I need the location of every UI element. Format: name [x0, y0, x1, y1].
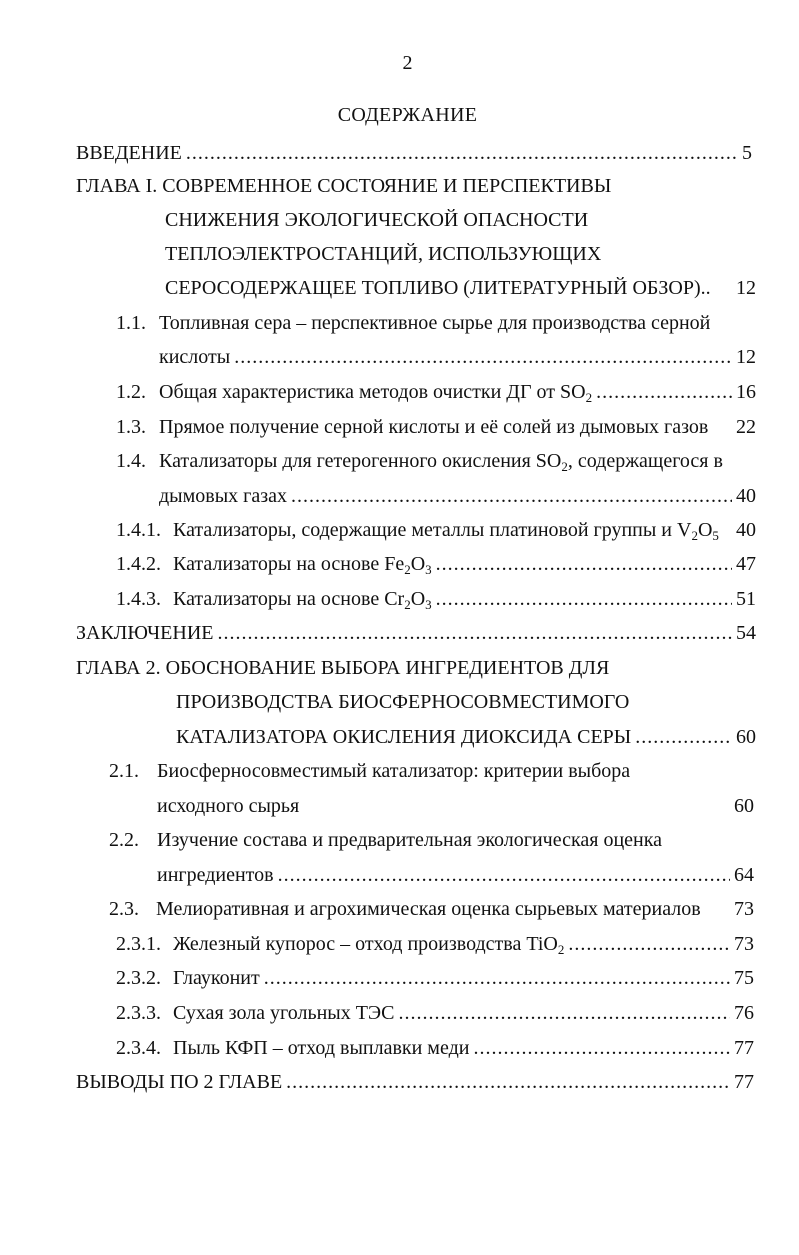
toc-entry-text: Пыль КФП – отход выплавки меди	[173, 1037, 470, 1059]
toc-chapter1-line2	[165, 207, 588, 233]
dot-leader	[291, 483, 732, 509]
toc-entry-findings-2[interactable]	[76, 1069, 754, 1095]
toc-entry-2-2-cont	[157, 862, 754, 888]
toc-entry-text: Мелиоративная и агрохимическая оценка сырьевых материалов	[156, 898, 701, 920]
toc-page-number: 77	[734, 1071, 754, 1093]
toc-entry-text: Глауконит	[173, 967, 260, 989]
toc-page-number: 76	[734, 1002, 754, 1024]
toc-entry-1-3[interactable]	[116, 414, 756, 440]
dot-leader	[436, 586, 732, 612]
toc-chapter1-line3	[165, 241, 601, 267]
toc-entry-text: Изучение состава и предварительная экологическая оценка	[157, 829, 663, 851]
toc-section-number: 1.4.2.	[116, 553, 161, 575]
toc-entry-1-1[interactable]	[116, 310, 710, 336]
toc-section-number: 2.2.	[109, 829, 139, 851]
toc-entry-text: СНИЖЕНИЯ ЭКОЛОГИЧЕСКОЙ ОПАСНОСТИ	[165, 209, 589, 231]
toc-entry-1-4-cont	[159, 483, 756, 509]
toc-entry-text: СЕРОСОДЕРЖАЩЕЕ ТОПЛИВО (ЛИТЕРАТУРНЫЙ ОБЗОР)..	[165, 277, 711, 299]
toc-entry-1-4-2[interactable]	[116, 551, 756, 577]
toc-section-number: 1.1.	[116, 312, 146, 334]
dot-leader	[264, 965, 730, 991]
dot-leader	[568, 931, 730, 957]
toc-entry-1-1-cont	[159, 344, 756, 370]
toc-entry-text: Прямое получение серной кислоты и её солей из дымовых газов	[159, 416, 709, 438]
toc-page-number: 51	[736, 588, 756, 610]
toc-chapter1-line1[interactable]	[76, 173, 611, 199]
toc-entry-text: ВВЕДЕНИЕ	[76, 142, 182, 164]
toc-chapter1-line4	[165, 275, 756, 301]
toc-entry-text: ГЛАВА I. СОВРЕМЕННОЕ СОСТОЯНИЕ И ПЕРСПЕКТИВЫ	[76, 175, 612, 197]
toc-section-number: 2.3.4.	[116, 1037, 161, 1059]
toc-section-number: 2.3.1.	[116, 933, 161, 955]
dot-leader	[596, 379, 732, 405]
toc-entry-text: ВЫВОДЫ ПО 2 ГЛАВЕ	[76, 1071, 283, 1093]
toc-entry-2-3-2[interactable]	[116, 965, 754, 991]
toc-entry-text: Катализаторы на основе $Cr_2O_3$	[173, 588, 432, 612]
toc-entry-2-3[interactable]	[109, 896, 754, 922]
toc-page-number: 40	[736, 519, 756, 541]
toc-entry-text: Железный купорос – отход производства TiO$_2$	[173, 933, 565, 957]
toc-entry-1-2[interactable]	[116, 379, 756, 405]
toc-entry-intro[interactable]	[76, 140, 752, 166]
toc-page-number: 22	[736, 416, 756, 438]
toc-page-number: 60	[736, 726, 756, 748]
toc-entry-text: Сухая зола угольных ТЭС	[173, 1002, 395, 1024]
toc-page-number: 40	[736, 485, 756, 507]
dot-leader	[436, 551, 732, 577]
toc-entry-text: Катализаторы для гетерогенного окисления $SO_2$, содержащегося в	[159, 450, 723, 474]
dot-leader	[278, 862, 730, 888]
toc-section-number: 1.4.	[116, 450, 146, 472]
toc-section-number: 1.4.3.	[116, 588, 161, 610]
toc-section-number: 2.3.3.	[116, 1002, 161, 1024]
toc-chapter2-line2	[176, 689, 629, 715]
toc-page-number: 60	[734, 795, 754, 817]
toc-section-number: 2.3.2.	[116, 967, 161, 989]
toc-entry-text: ингредиентов	[157, 864, 274, 886]
toc-page-number: 77	[734, 1037, 754, 1059]
toc-page-number: 12	[736, 277, 756, 299]
toc-section-number: 2.3.	[109, 898, 139, 920]
toc-entry-2-1[interactable]	[109, 758, 630, 784]
toc-page-number: 75	[734, 967, 754, 989]
toc-page-number: 12	[736, 346, 756, 368]
page-number: 2	[402, 52, 413, 74]
toc-section-number: 1.4.1.	[116, 519, 161, 541]
toc-entry-text: КАТАЛИЗАТОРА ОКИСЛЕНИЯ ДИОКСИДА СЕРЫ	[176, 726, 632, 748]
dot-leader	[398, 1000, 730, 1026]
toc-section-number: 2.1.	[109, 760, 139, 782]
toc-entry-conclusion[interactable]	[76, 620, 756, 646]
toc-entry-text: ПРОИЗВОДСТВА БИОСФЕРНОСОВМЕСТИМОГО	[176, 691, 630, 713]
dot-leader	[473, 1035, 730, 1061]
dot-leader	[286, 1069, 730, 1095]
toc-page-number: 64	[734, 864, 754, 886]
toc-entry-1-4-3[interactable]	[116, 586, 756, 612]
toc-page-number: 54	[736, 622, 756, 644]
toc-entry-text: Общая характеристика методов очистки ДГ от $SO_2$	[159, 381, 593, 405]
toc-page-number: 73	[734, 933, 754, 955]
toc-entry-text: Катализаторы, содержащие металлы платиновой группы и $V_2O_5$	[173, 519, 719, 543]
toc-entry-2-3-4[interactable]	[116, 1035, 754, 1061]
dot-leader	[217, 620, 732, 646]
toc-page-number: 73	[734, 898, 754, 920]
toc-entry-text: кислоты	[159, 346, 231, 368]
toc-chapter2-line1[interactable]	[76, 655, 609, 681]
toc-entry-text: дымовых газах	[159, 485, 288, 507]
toc-entry-2-3-1[interactable]	[116, 931, 754, 957]
toc-entry-text: ТЕПЛОЭЛЕКТРОСТАНЦИЙ, ИСПОЛЬЗУЮЩИХ	[165, 243, 602, 265]
toc-entry-1-4[interactable]	[116, 448, 723, 474]
toc-entry-2-3-3[interactable]	[116, 1000, 754, 1026]
toc-entry-text: ГЛАВА 2. ОБОСНОВАНИЕ ВЫБОРА ИНГРЕДИЕНТОВ ДЛЯ	[76, 657, 610, 679]
toc-chapter2-line3	[176, 724, 756, 750]
dot-leader	[234, 344, 732, 370]
toc-entry-text: Катализаторы на основе $Fe_2O_3$	[173, 553, 432, 577]
toc-page-number: 16	[736, 381, 756, 403]
toc-entry-text: ЗАКЛЮЧЕНИЕ	[76, 622, 214, 644]
toc-page-number: 47	[736, 553, 756, 575]
toc-title: СОДЕРЖАНИЕ	[337, 104, 478, 126]
toc-page-number: 5	[742, 142, 752, 164]
dot-leader	[635, 724, 732, 750]
toc-entry-text: исходного сырья	[157, 795, 300, 817]
dot-leader	[186, 140, 738, 166]
toc-entry-2-1-cont	[157, 793, 754, 819]
toc-entry-text: Биосферносовместимый катализатор: критерии выбора	[157, 760, 631, 782]
toc-entry-1-4-1[interactable]	[116, 517, 756, 543]
toc-entry-2-2[interactable]	[109, 827, 662, 853]
toc-section-number: 1.3.	[116, 416, 146, 438]
toc-entry-text: Топливная сера – перспективное сырье для производства серной	[159, 312, 711, 334]
toc-section-number: 1.2.	[116, 381, 146, 403]
